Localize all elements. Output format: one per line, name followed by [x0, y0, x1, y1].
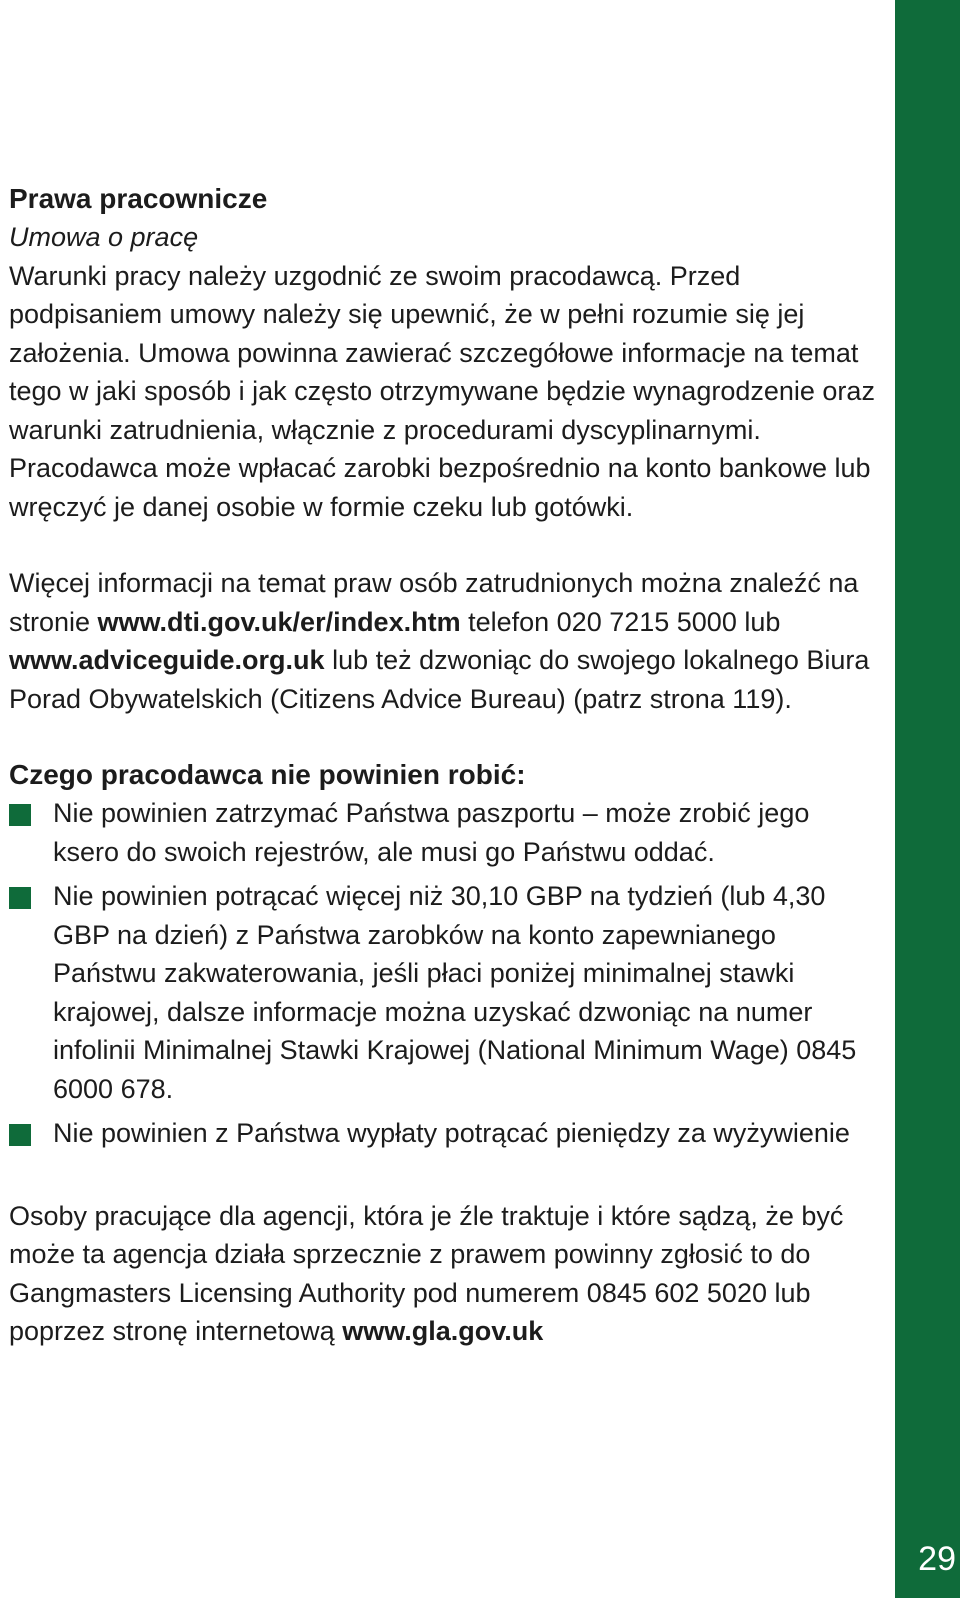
paragraph-more-info-text-1: Więcej informacji na temat praw osób zatrudnionych można znaleźć na stronie	[9, 568, 859, 637]
green-sidebar	[895, 0, 960, 1598]
list-item-text: Nie powinien z Państwa wypłaty potrącać pieniędzy za wyżywienie	[53, 1118, 850, 1148]
paragraph-more-info-text-3: lub też dzwoniąc do swojego lokalnego Biura Porad Obywatelskich (Citizens Advice Bureau) (patrz strona 119).	[9, 645, 870, 714]
list-item	[9, 877, 879, 1108]
list-item	[9, 1114, 879, 1153]
paragraph-gla	[9, 1197, 879, 1351]
paragraph-more-info	[9, 564, 879, 718]
bullet-square-icon	[9, 804, 31, 826]
paragraph-gla-text: Osoby pracujące dla agencji, która je źle traktuje i które sądzą, że być może ta agencja działa sprzecznie z prawem powinny zgłosić to do Gangmasters Licensing Authority pod numerem 0845 602 5020 lub poprzez stronę internetową	[9, 1200, 844, 1346]
bullet-square-icon	[9, 1124, 31, 1146]
link-dti[interactable]: www.dti.gov.uk/er/index.htm	[97, 606, 461, 637]
list-item-text: Nie powinien zatrzymać Państwa paszportu – może zrobić jego ksero do swoich rejestrów, ale musi go Państwu oddać.	[53, 798, 810, 867]
link-adviceguide[interactable]: www.adviceguide.org.uk	[9, 645, 325, 675]
link-gla[interactable]: www.gla.gov.uk	[342, 1316, 544, 1346]
page-content	[9, 180, 879, 1351]
page-number: 29	[918, 1540, 956, 1578]
list-heading: Czego pracodawca nie powinien robić:	[9, 759, 526, 790]
paragraph-contract: Warunki pracy należy uzgodnić ze swoim pracodawcą. Przed podpisaniem umowy należy się upewnić, że w pełni rozumie się jej założenia. Umowa powinna zawierać szczegółowe informacje na temat tego w jaki sposób i jak często otrzymywane będzie wynagrodzenie oraz warunki zatrudnienia, włącznie z procedurami dyscyplinarnymi. Pracodawca może wpłacać zarobki bezpośrednio na konto bankowe lub wręczyć je danej osobie w formie czeku lub gotówki.	[9, 260, 875, 522]
section-title: Prawa pracownicze	[9, 183, 268, 214]
subsection-title: Umowa o pracę	[9, 222, 199, 252]
paragraph-more-info-text-2: telefon 020 7215 5000 lub	[460, 606, 781, 637]
bullet-square-icon	[9, 887, 31, 909]
list-item-text: Nie powinien potrącać więcej niż 30,10 GBP na tydzień (lub 4,30 GBP na dzień) z Państwa zarobków na konto zapewnianego Państwu zakwaterowania, jeśli płaci poniżej minimalnej stawki krajowej, dalsze informacje można uzyskać dzwoniąc na numer infolinii Minimalnej Stawki Krajowej (National Minimum Wage) 0845 6000 678.	[53, 881, 857, 1104]
list-item	[9, 794, 879, 871]
prohibitions-list	[9, 794, 879, 1153]
